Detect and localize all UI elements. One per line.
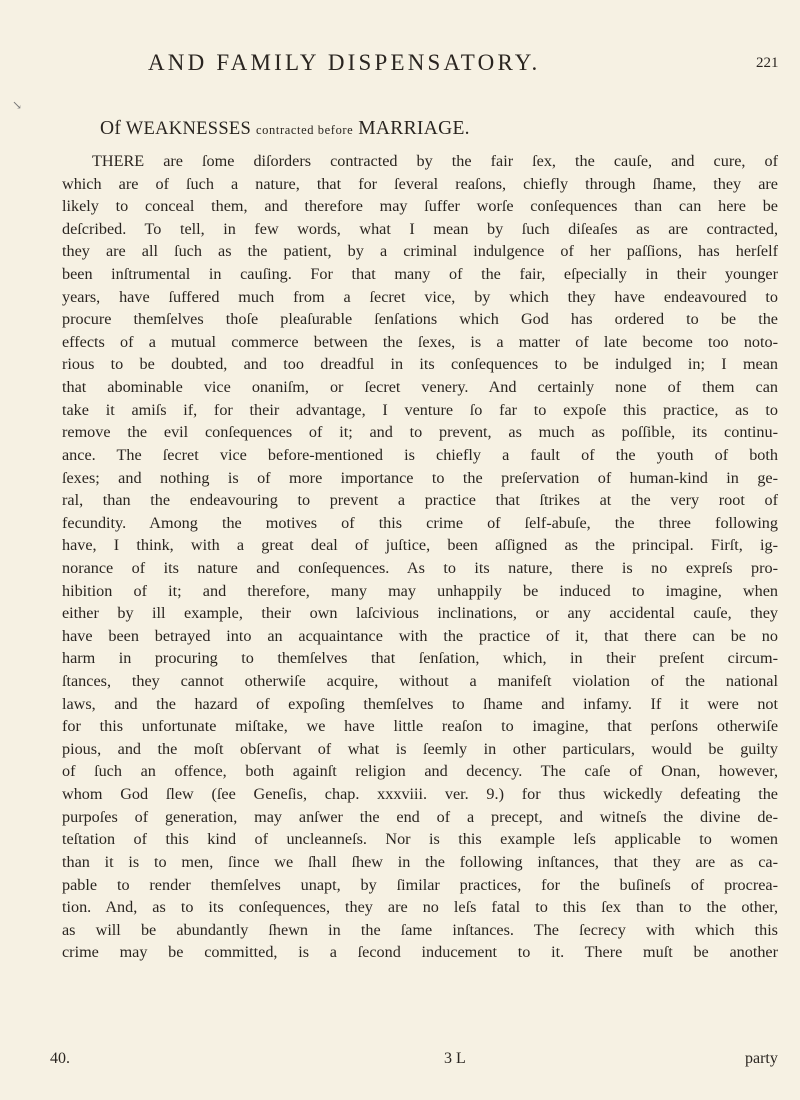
page-number: 221 — [756, 55, 779, 71]
text-line: than it is to men, ſince we ſhall ſhew in the following inſtances, that they are as ca- — [62, 852, 778, 871]
text-line: purpoſes of generation, may anſwer the end of a precept, and witneſs the divine de- — [62, 807, 778, 826]
text-line: ance. The ſecret vice before-mentioned is chiefly a fault of the youth of both — [62, 445, 778, 464]
text-line: fecundity. Among the motives of this crime of ſelf-abuſe, the three following — [62, 513, 778, 532]
text-line: deſcribed. To tell, in few words, what I mean by ſuch diſeaſes as are contracted, — [62, 219, 778, 238]
page-footer — [50, 1050, 778, 1072]
text-line: have, I think, with a great deal of juſtice, been aſſigned as the principal. Firſt, ig- — [62, 536, 778, 555]
text-line: rious to be doubted, and too dreadful in its conſequences to be indulged in; I mean — [62, 355, 778, 374]
text-line: effects of a mutual commerce between the ſexes, is a matter of late become too noto- — [62, 332, 778, 351]
text-line: as will be abundantly ſhewn in the ſame inſtances. The ſecrecy with which this — [62, 920, 778, 939]
text-line: years, have ſuffered much from a ſecret vice, by which they have endeavoured to — [62, 287, 778, 306]
section-heading — [100, 118, 470, 140]
text-line: of ſuch an offence, both againſt religion and decency. The caſe of Onan, however, — [62, 762, 778, 781]
text-line: take it amiſs if, for their advantage, I venture ſo far to expoſe this practice, as to — [62, 400, 778, 419]
heading-of: Of — [100, 118, 122, 139]
text-line: harm in procuring to themſelves that ſenſation, which, in their preſent circum- — [62, 649, 778, 668]
text-line: which are of ſuch a nature, that for ſeveral reaſons, chiefly through ſhame, they are — [62, 174, 778, 193]
text-line: for this unfortunate miſtake, we have little reaſon to imagine, that perſons otherwiſe — [62, 717, 778, 736]
text-line: pious, and the moſt obſervant of what is ſeemly in other particulars, would be guilty — [62, 739, 778, 758]
text-line: pable to render themſelves unapt, by ſimilar practices, for the buſineſs of procrea- — [62, 875, 778, 894]
signature-number: 40. — [50, 1050, 70, 1067]
text-line: teſtation of this kind of uncleanneſs. Nor is this example leſs applicable to women — [62, 830, 778, 849]
heading-contracted-before: contracted before — [256, 123, 354, 137]
text-line: THERE are ſome diſorders contracted by the fair ſex, the cauſe, and cure, of — [92, 152, 778, 170]
text-line: they are all ſuch as the patient, by a criminal indulgence of her paſſions, has herſelf — [62, 242, 778, 261]
catchword: party — [745, 1050, 778, 1067]
text-line: either by ill example, their own laſcivious inclinations, or any accidental cauſe, they — [62, 604, 778, 623]
body-text — [62, 150, 778, 964]
text-line: ſexes; and nothing is of more importance to the preſervation of human-kind in ge- — [62, 468, 778, 487]
text-line: been inſtrumental in cauſing. For that many of the fair, eſpecially in their younger — [62, 265, 778, 284]
heading-marriage: MARRIAGE. — [358, 118, 470, 139]
text-line: remove the evil conſequences of it; and to prevent, as much as poſſible, its continu- — [62, 423, 778, 442]
text-line: ſtances, they cannot otherwiſe acquire, without a manifeſt violation of the national — [62, 672, 778, 691]
text-line: procure themſelves thoſe pleaſurable ſenſations which God has ordered to be the — [62, 310, 778, 329]
text-line: hibition of it; and therefore, many may unhappily be induced to imagine, when — [62, 581, 778, 600]
running-head: AND FAMILY DISPENSATORY. — [148, 50, 541, 75]
margin-mark: ↘ — [12, 98, 23, 112]
text-line: laws, and the hazard of expoſing themſelves to ſhame and infamy. If it were not — [62, 694, 778, 713]
text-line: ral, than the endeavouring to prevent a practice that ſtrikes at the very root of — [62, 491, 778, 510]
heading-weaknesses: WEAKNESSES — [125, 119, 252, 139]
text-line: that abominable vice onaniſm, or ſecret venery. And certainly none of them can — [62, 378, 778, 397]
text-line: likely to conceal them, and therefore may ſuffer worſe conſequences than can here be — [62, 197, 778, 216]
text-line: crime may be committed, is a ſecond inducement to it. There muſt be another — [62, 943, 778, 962]
text-line: tion. And, as to its conſequences, they are no leſs fatal to this ſex than to the other, — [62, 898, 778, 917]
text-line: norance of its nature and conſequences. As to its nature, there is no expreſs pro- — [62, 558, 778, 577]
signature-mark: 3 L — [444, 1050, 466, 1067]
text-line: have been betrayed into an acquaintance with the practice of it, that there can be no — [62, 626, 778, 645]
text-line: whom God ſlew (ſee Geneſis, chap. xxxviii. ver. 9.) for thus wickedly defeating the — [62, 785, 778, 804]
